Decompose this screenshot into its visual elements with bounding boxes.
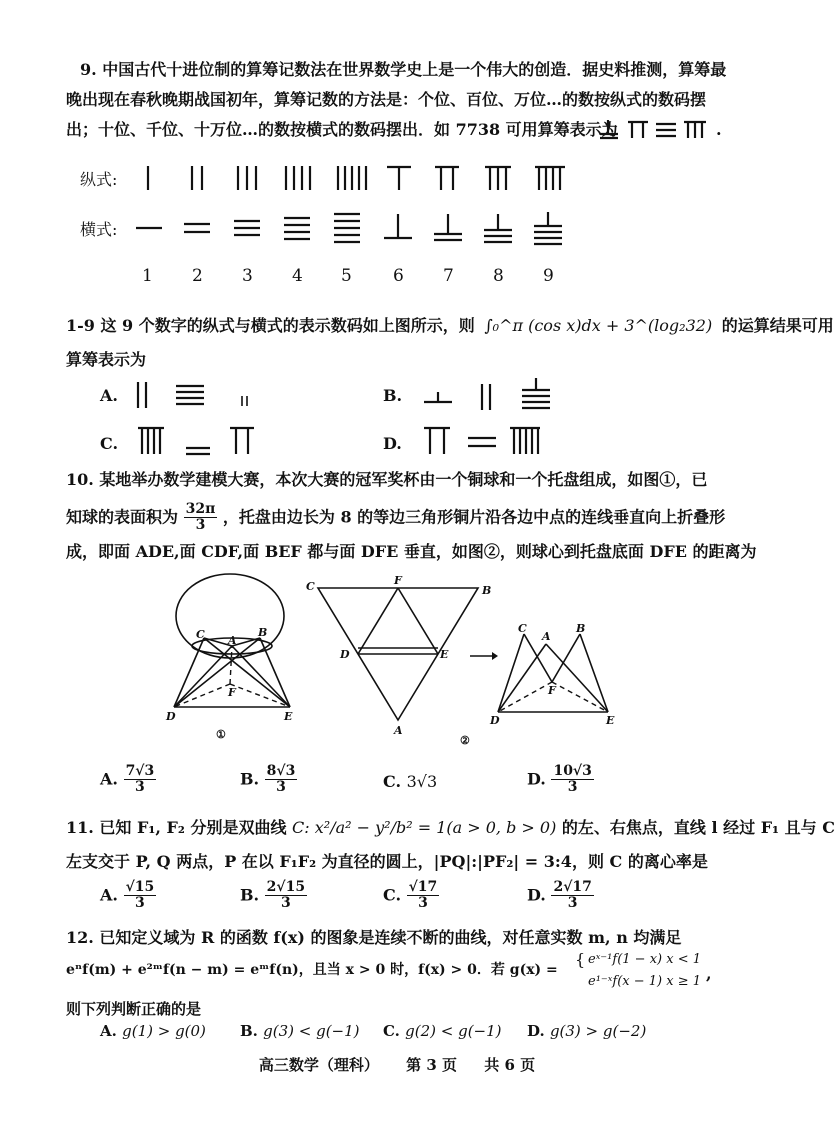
q12-option-c[interactable]: C. g(2) < g(−1) — [383, 1022, 502, 1040]
q9-line2: 晚出现在春秋晚期战国初年，算筹记数的方法是：个位、百位、万位…的数按纵式的数码摆 — [66, 90, 707, 109]
q9-option-b-rods — [416, 374, 566, 414]
digit-label: 4 — [292, 266, 303, 286]
figure-2-unfolded-triangle — [300, 574, 490, 746]
figure-1-trophy — [160, 572, 310, 742]
q12-line2: eⁿf(m) + e²ᵐf(n − m) = eᵐf(n)，且当 x > 0 时，f(x) > 0．若 g(x) = — [66, 962, 558, 978]
digit-label: 7 — [443, 266, 454, 286]
svg-text:A: A — [228, 634, 237, 647]
svg-text:F: F — [394, 574, 402, 587]
q10-line3: 成，即面 ADE,面 CDF,面 BEF 都与面 DFE 垂直，如图②，则球心到托盘底面 DFE 的距离为 — [66, 542, 757, 561]
q10-line2: 知球的表面积为 $\frac{32\pi}{3}$ ，托盘由边长为 8 的等边三角形铜片沿各边中点的连线垂直向上折叠形 — [66, 501, 726, 534]
hyperbola-equation: C: x²/a² − y²/b² = 1(a > 0, b > 0) — [292, 818, 557, 837]
q9-stem2: 算筹表示为 — [66, 350, 147, 369]
digit-label: 2 — [192, 266, 203, 286]
digit-label: 3 — [242, 266, 253, 286]
svg-text:D: D — [490, 714, 500, 727]
q11-option-c[interactable]: C. $\frac{√17}{3}$ — [383, 879, 438, 912]
vertical-rod-row — [130, 160, 590, 196]
q10-option-b[interactable]: B. $\frac{8√3}{3}$ — [240, 763, 296, 796]
svg-text:F: F — [228, 686, 236, 699]
svg-text:②: ② — [460, 734, 470, 747]
page-footer — [0, 1054, 794, 1075]
horizontal-rod-row — [130, 208, 590, 248]
digit-label: 1 — [142, 266, 153, 286]
q11-line1: 11. 已知 F₁, F₂ 分别是双曲线 C: x²/a² − y²/b² = 1(a > 0, b > 0) 的左、右焦点，直线 l 经过 F₁ 且与 C — [66, 818, 835, 837]
svg-text:D: D — [166, 710, 176, 723]
footer-page: 第 3 页 — [406, 1056, 457, 1074]
piecewise-case-1: eˣ⁻¹f(1 − x) x < 1 — [588, 952, 701, 967]
svg-text:A: A — [394, 724, 403, 737]
footer-subject: 高三数学（理科） — [258, 1056, 379, 1074]
digit-label: 5 — [341, 266, 352, 286]
piecewise-brace: { — [575, 950, 586, 969]
piecewise-case-2: e¹⁻ˣf(x − 1) x ≥ 1 — [588, 974, 701, 989]
q10-option-c[interactable]: C. 3√3 — [383, 772, 438, 791]
q9-option-a[interactable]: A. — [100, 386, 118, 405]
footer-total: 共 6 页 — [484, 1056, 536, 1074]
horizontal-form-label: 横式: — [80, 220, 118, 239]
vertical-form-label: 纵式: — [80, 170, 118, 189]
q12-option-a[interactable]: A. g(1) > g(0) — [100, 1022, 206, 1040]
svg-text:E: E — [284, 710, 293, 723]
svg-text:B: B — [576, 622, 586, 635]
svg-text:A: A — [542, 630, 551, 643]
q12-line3: 则下列判断正确的是 — [66, 1000, 202, 1018]
q10-option-d[interactable]: D. $\frac{10√3}{3}$ — [527, 763, 592, 796]
q11-option-a[interactable]: A. $\frac{√15}{3}$ — [100, 879, 155, 912]
q9-option-d[interactable]: D. — [383, 434, 402, 453]
q9-line1: 9. 中国古代十进位制的算筹记数法在世界数学史上是一个伟大的创造．据史料推测，算筹最 — [80, 60, 727, 79]
q12-option-b[interactable]: B. g(3) < g(−1) — [240, 1022, 360, 1040]
digit-label: 8 — [493, 266, 504, 286]
q9-option-d-rods — [416, 422, 566, 460]
svg-text:B: B — [258, 626, 268, 639]
svg-text:E: E — [606, 714, 615, 727]
svg-text:C: C — [306, 580, 315, 593]
q11-option-b[interactable]: B. $\frac{2√15}{3}$ — [240, 879, 306, 912]
q9-option-b[interactable]: B. — [383, 386, 403, 405]
q12-line1: 12. 已知定义域为 R 的函数 f(x) 的图象是连续不断的曲线，对任意实数 m, n 均满足 — [66, 928, 682, 947]
sphere-area-fraction: $\frac{32\pi}{3}$ — [185, 501, 216, 534]
q9-line3: 出；十位、千位、十万位…的数按横式的数码摆出．如 7738 可用算筹表示为 — [66, 120, 618, 139]
digit-label: 6 — [393, 266, 404, 286]
digit-label: 9 — [543, 266, 554, 286]
svg-text:B: B — [482, 584, 492, 597]
svg-text:C: C — [196, 628, 205, 641]
q9-option-c[interactable]: C. — [100, 434, 119, 453]
q9-option-c-rods — [130, 422, 270, 460]
q11-option-d[interactable]: D. $\frac{2√17}{3}$ — [527, 879, 592, 912]
q9-option-a-rods — [130, 378, 270, 412]
svg-text:D: D — [340, 648, 350, 661]
q10-option-a[interactable]: A. $\frac{7√3}{3}$ — [100, 763, 155, 796]
svg-text:①: ① — [216, 728, 226, 741]
integral-expression: ∫₀^π (cos x)dx + 3^(log₂32) — [484, 316, 713, 335]
q9-stem1: 1-9 这 9 个数字的纵式与横式的表示数码如上图所示，则 ∫₀^π (cos x)dx + 3^(log₂32) 的运算结果可用 — [66, 316, 834, 335]
q10-line1: 10. 某地举办数学建模大赛，本次大赛的冠军奖杯由一个铜球和一个托盘组成，如图①，已 — [66, 470, 708, 489]
figure-2-folded-tray — [488, 620, 628, 730]
svg-text:F: F — [548, 684, 556, 697]
svg-text:E: E — [440, 648, 449, 661]
q12-option-d[interactable]: D. g(3) > g(−2) — [527, 1022, 647, 1040]
rod-numeral-7738 — [598, 116, 718, 142]
q11-line2: 左支交于 P, Q 两点，P 在以 F₁F₂ 为直径的圆上，|PQ|:|PF₂| = 3:4，则 C 的离心率是 — [66, 852, 708, 871]
svg-text:C: C — [518, 622, 527, 635]
